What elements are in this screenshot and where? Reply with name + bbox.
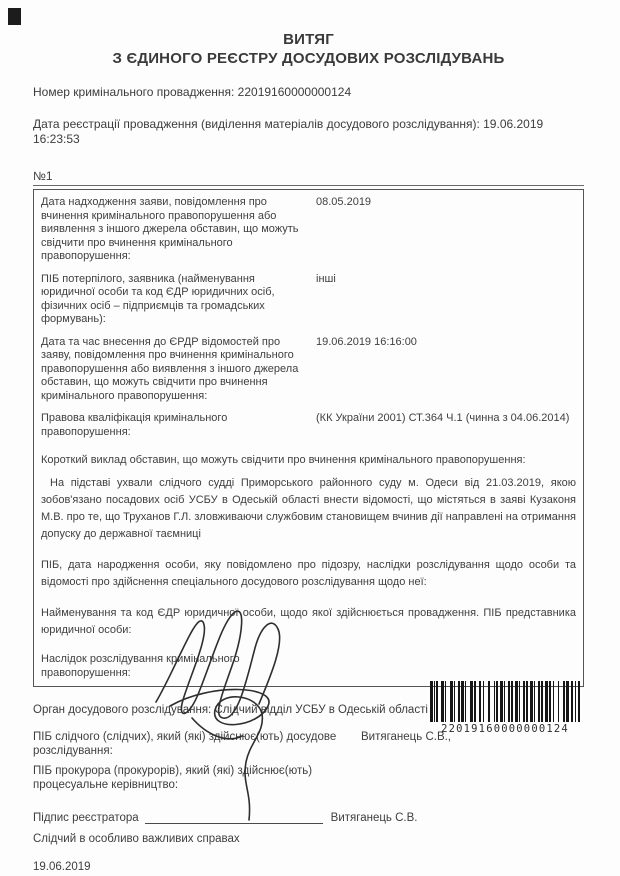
document-title bbox=[33, 30, 584, 68]
investigator-label: ПІБ слідчого (слідчих), який (які) здійснює(ють) досудове розслідування: bbox=[33, 731, 337, 757]
signature-line bbox=[145, 811, 323, 824]
summary-text: На підставі ухвали слідчого судді Приморського районного суду м. Одеси від 21.03.2019, якою зобов'язано посадових осіб УСБУ в Одеській області внести відомості, що містяться в заяві Кузаконя М.В. про те, що Труханов Г.Л. зловживаючи службовим становищем вчинив дії направлені на отримання допуску до державної таємниці bbox=[41, 477, 576, 540]
registrar-name: Витяганець С.В. bbox=[330, 812, 418, 824]
table-row bbox=[41, 273, 576, 327]
registration-date-line: Дата реєстрації провадження (виділення матеріалів досудового розслідування): 19.06.2019 16:23:53 bbox=[33, 117, 544, 146]
investigation-result-label: Наслідок розслідування кримінального правопорушення: bbox=[41, 653, 240, 679]
row-label: Дата надходження заяви, повідомлення про вчинення кримінального правопорушення або виявлення з іншого джерела обставин, що можуть свідчити про вчинення кримінального правопорушення: bbox=[41, 196, 299, 262]
row-value: 19.06.2019 16:16:00 bbox=[316, 335, 417, 348]
legal-entity-heading: Найменування та код ЄДР юридичної особи, щодо якої здійснюється провадження. ПІБ представника юридичної особи: bbox=[41, 607, 576, 636]
barcode-image bbox=[430, 681, 580, 722]
authority-line: Орган досудового розслідування: Слідчий відділ УСБУ в Одеській області bbox=[33, 704, 428, 716]
row-label: Дата та час внесення до ЄРДР відомостей про заяву, повідомлення про вчинення кримінального правопорушення або виявлення з іншого джерела обставин, що можуть свідчити про вчинення кримінального правопорушення: bbox=[41, 335, 299, 402]
summary-heading: Короткий виклад обставин, що можуть свідчити про вчинення кримінального правопорушення: bbox=[41, 454, 526, 466]
prosecutor-label: ПІБ прокурора (прокурорів), який (які) здійснює(ють) процесуальне керівництво: bbox=[33, 765, 313, 791]
case-number-line: Номер кримінального провадження: 22019160000000124 bbox=[33, 85, 352, 99]
table-row bbox=[41, 196, 576, 264]
barcode-block bbox=[430, 681, 580, 735]
title-line-2: З ЄДИНОГО РЕЄСТРУ ДОСУДОВИХ РОЗСЛІДУВАНЬ bbox=[112, 50, 505, 67]
registrar-signature-row bbox=[33, 811, 584, 824]
registrar-label: Підпис реєстратора bbox=[33, 812, 139, 824]
table-row bbox=[41, 336, 576, 404]
row-label: Правова кваліфікація кримінального правопорушення: bbox=[41, 412, 228, 438]
scan-artifact-mark bbox=[8, 8, 21, 25]
record-number: №1 bbox=[33, 169, 584, 186]
title-line-1: ВИТЯГ bbox=[283, 31, 334, 48]
registry-table bbox=[33, 189, 584, 687]
row-value: інші bbox=[316, 272, 336, 285]
investigator-name: Витяганець С.В., bbox=[361, 731, 452, 743]
barcode-number: 22019160000000124 bbox=[441, 723, 569, 735]
investigator-title-line: Слідчий в особливо важливих справах bbox=[33, 833, 240, 845]
suspect-heading: ПІБ, дата народження особи, яку повідомлено про підозру, наслідки розслідування щодо особи та відомості про здійснення спеціального досудового розслідування щодо неї: bbox=[41, 559, 576, 588]
document-date: 19.06.2019 bbox=[33, 861, 91, 873]
prosecutor-row bbox=[33, 764, 584, 792]
row-label: ПІБ потерпілого, заявника (найменування юридичної особи та код ЄДР юридичних осіб, фізичних осіб – підприємців та громадських формувань): bbox=[41, 272, 275, 325]
row-value: (КК України 2001) СТ.364 Ч.1 (чинна з 04.06.2014) bbox=[316, 412, 570, 424]
table-row bbox=[41, 412, 576, 439]
row-value: 08.05.2019 bbox=[316, 196, 372, 208]
